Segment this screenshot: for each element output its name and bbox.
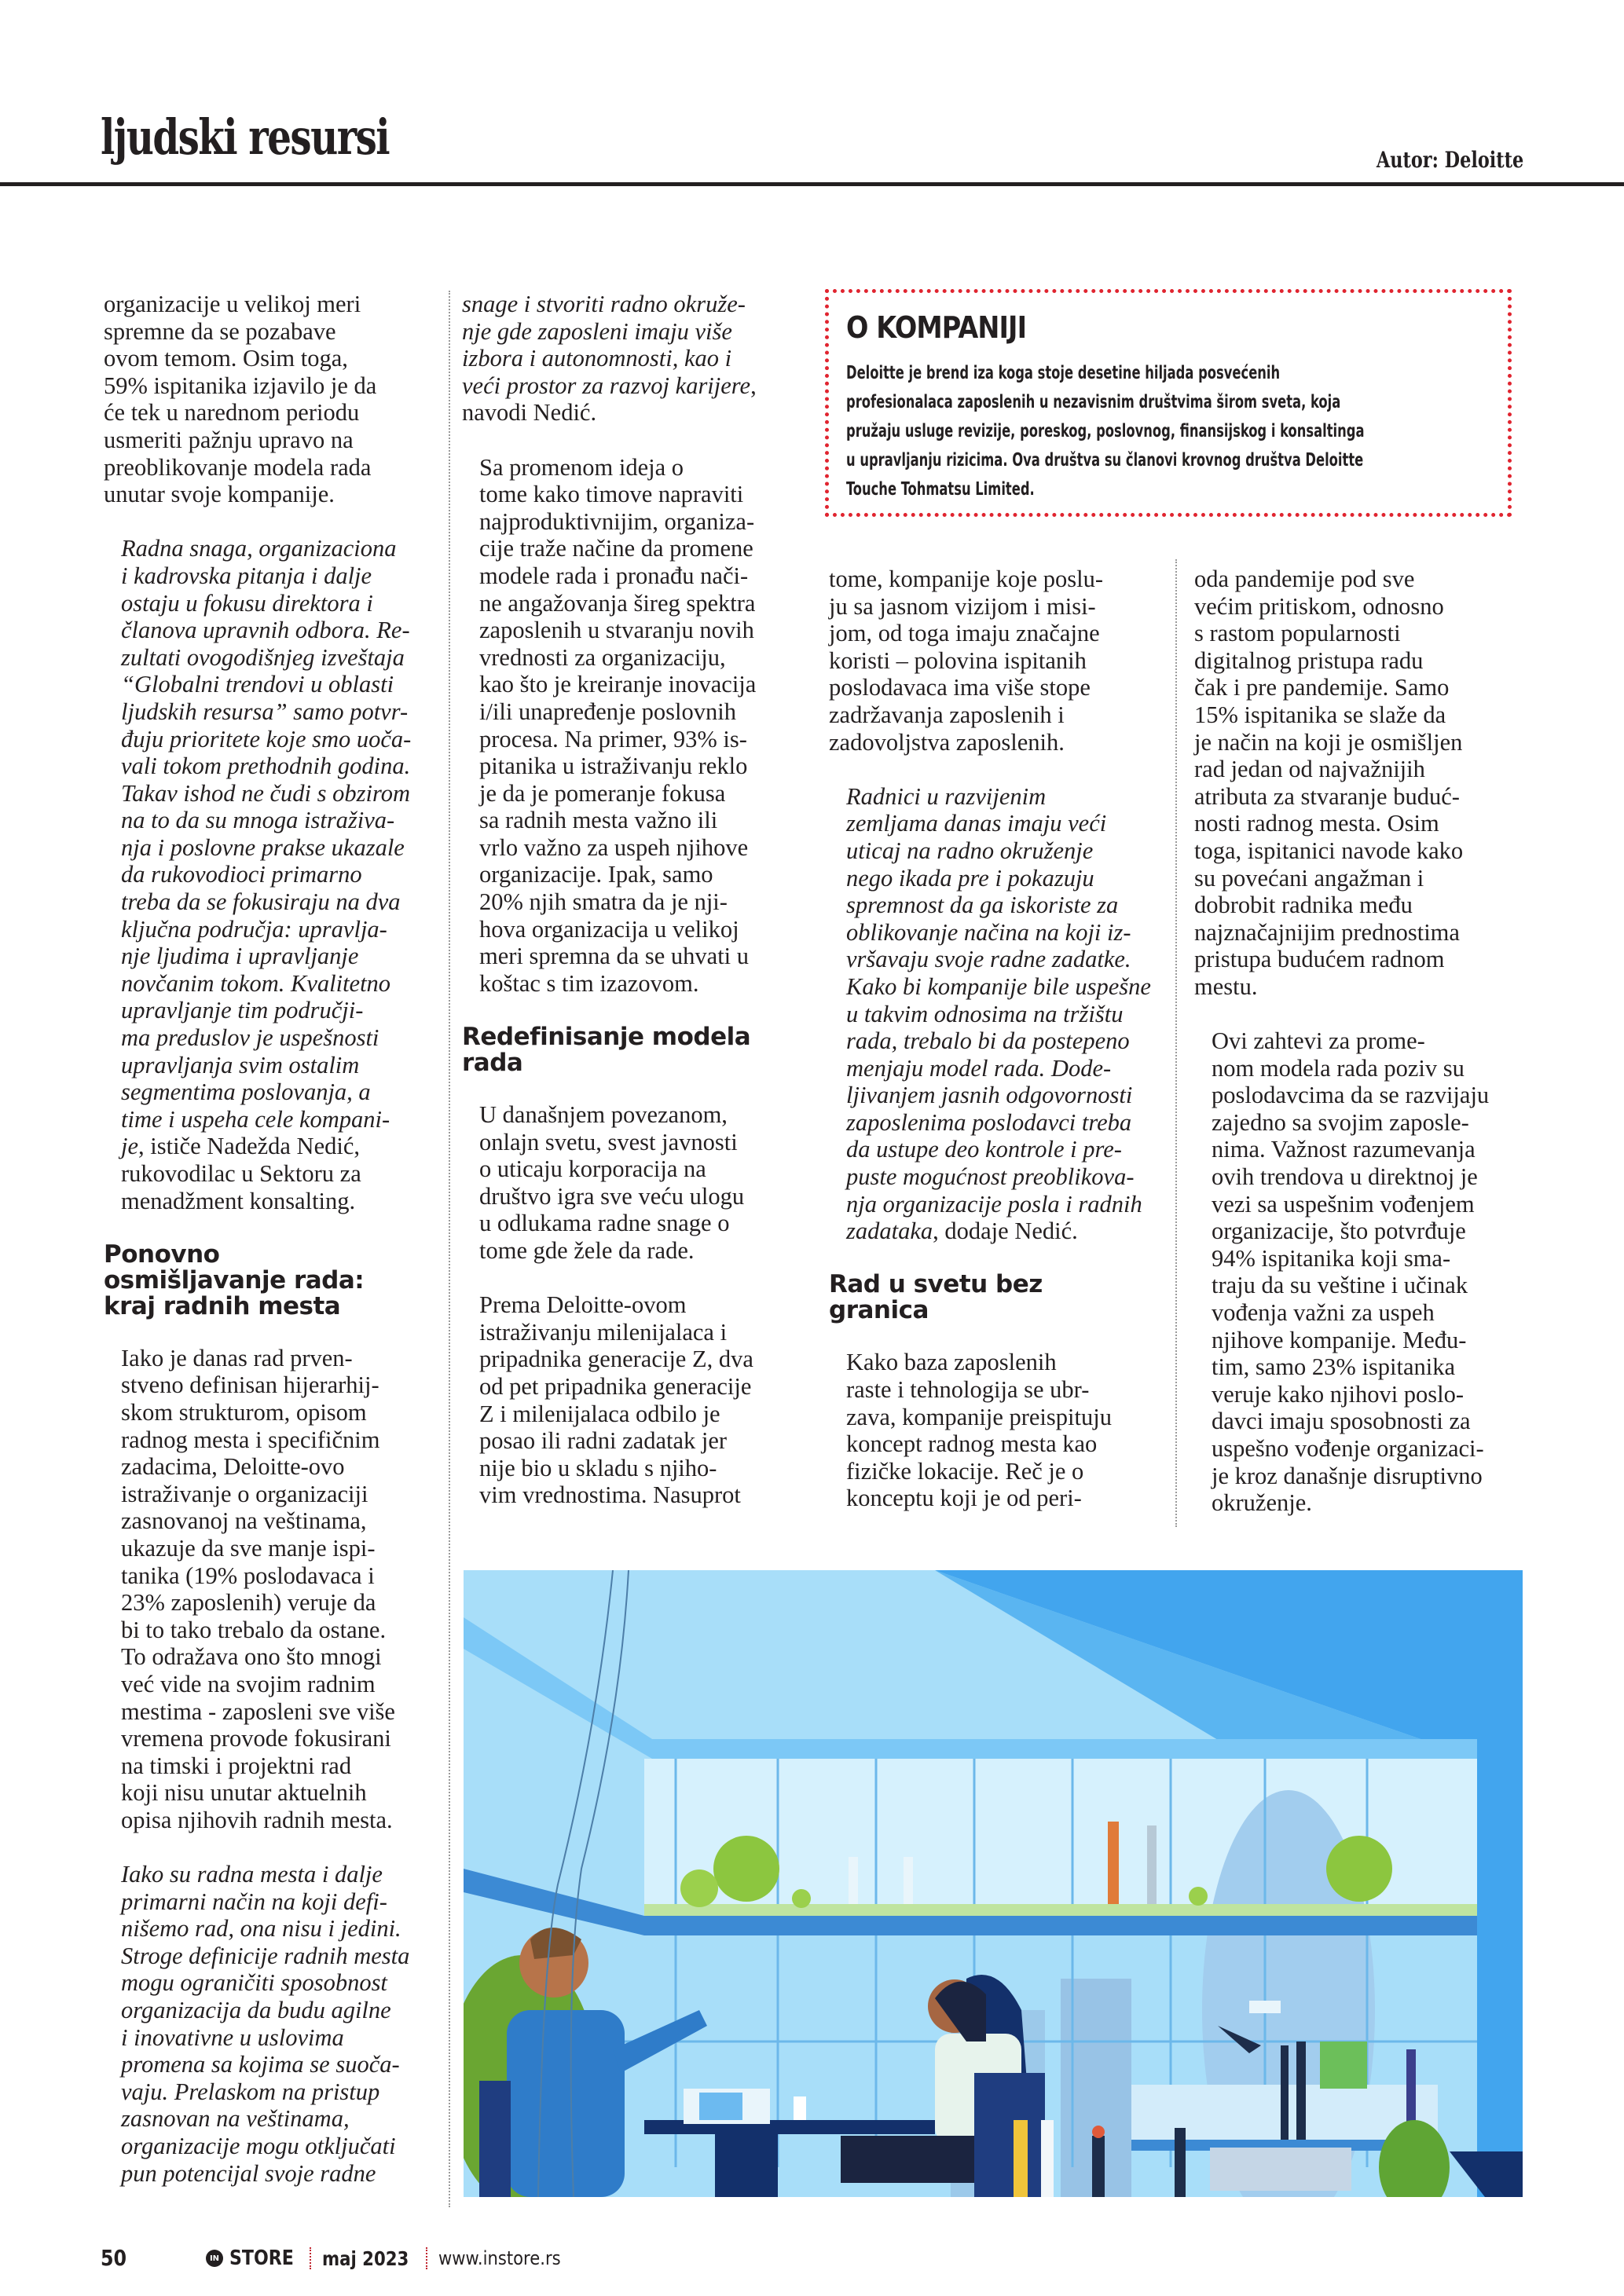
text-line: time i uspeha cele kompani- [121, 1105, 390, 1133]
text-line: onlajn svetu, svest javnosti [479, 1128, 738, 1155]
text-line: vršavaju svoje radne zadatke. [846, 946, 1131, 973]
text-line: upravljanja svim ostalim [121, 1051, 360, 1078]
text-line: je način na koji je osmišljen [1194, 728, 1463, 756]
text-line: digitalnog pristupa radu [1194, 646, 1424, 674]
text-line: 20% njih smatra da je nji- [479, 888, 728, 916]
attribution-text: , dodaje Nedić. [933, 1218, 1078, 1245]
text-line: preoblikovanje modela rada [104, 453, 372, 481]
text-line: segmentima poslovanja, a [121, 1078, 371, 1106]
text-line: da ustupe deo kontrole i pre- [846, 1136, 1122, 1163]
subheading-borderless-work [829, 1272, 1159, 1324]
text-line: koji nisu unutar aktuelnih [121, 1779, 367, 1807]
text-line: Iako je danas rad prven- [121, 1344, 353, 1371]
text-line: primarni način na koji defi- [121, 1888, 387, 1915]
text-line: 94% ispitanika koji sma- [1212, 1244, 1451, 1272]
paragraph [104, 1345, 434, 1834]
text-line: nom modela rada poziv su [1212, 1054, 1465, 1082]
text-line: đuju prioritete koje smo uoča- [121, 725, 412, 753]
text-line: kao što je kreiranje inovacija [479, 671, 757, 698]
text-line: spremnost da ga iskoriste za [846, 892, 1119, 919]
text-line: “Globalni trendovi u oblasti [121, 671, 394, 698]
text-line: zava, kompanije preispituju [846, 1403, 1112, 1430]
text-line: ukazuje da sve manje ispi- [121, 1534, 376, 1562]
text-line: društvo igra sve veću ulogu [479, 1182, 745, 1210]
text-line: je kroz današnje disruptivno [1212, 1462, 1483, 1489]
text-line: zemljama danas imaju veći [846, 810, 1107, 837]
paragraph [462, 454, 800, 998]
text-line: jom, od toga imaju značajne [829, 620, 1100, 647]
text-line: i/ili unapređenje poslovnih [479, 698, 736, 725]
text-line: ostaju u fokusu direktora i [121, 589, 373, 617]
publication-info [206, 2245, 577, 2272]
text-line: raste i tehnologija se ubr- [846, 1376, 1090, 1404]
column-divider [449, 291, 450, 2207]
text-line: i kadrovska pitanja i dalje [121, 562, 372, 589]
text-line: mestu. [1194, 972, 1258, 1000]
text-line: Deloitte je brend iza koga stoje desetine hiljada posvećenih [846, 363, 1281, 383]
attribution-text: , ističe Nadežda Nedić, [138, 1133, 361, 1160]
punctuation: , [750, 372, 757, 399]
text-line: zadržavanja zaposlenih i [829, 701, 1065, 728]
text-line: nima. Važnost razumevanja [1212, 1136, 1476, 1163]
text-line: vrlo važno za uspeh njihove [479, 833, 749, 861]
text-line: koštac s tim izazovom. [479, 969, 699, 997]
text-line: pun potencijal svoje radne [121, 2159, 376, 2187]
text-line: zadovoljstva zaposlenih. [829, 728, 1065, 756]
about-company-title: O KOMPANIJI [846, 310, 1027, 345]
text-line: organizacije mogu otključati [121, 2133, 396, 2159]
text-line: izbora i autonomnosti, kao i [462, 345, 732, 372]
text-line: da rukovodioci primarno [121, 861, 362, 888]
text-line: sa radnih mesta važno ili [479, 807, 718, 834]
text-line: Ponovno [104, 1240, 220, 1269]
text-line: zaposlenima poslodavci treba [846, 1108, 1132, 1136]
text-line: tim, samo 23% ispitanika [1212, 1353, 1456, 1381]
text-line: 59% ispitanika izjavilo je da [104, 372, 377, 399]
text-line: Kako bi kompanije bile uspešne [846, 972, 1151, 1000]
text-line: ovom temom. Osim toga, [104, 345, 348, 372]
text-line: kraj radnih mesta [104, 1291, 341, 1320]
text-line: modele rada i pronađu nači- [479, 562, 749, 589]
text-line: poslodavaca ima više stope [829, 674, 1091, 701]
text-line: vezi sa uspešnim vođenjem [1212, 1190, 1475, 1218]
text-line: mogu ograničiti sposobnost [121, 1969, 387, 1997]
text-line: To odražava ono što mnogi [121, 1643, 382, 1671]
issue-date: maj 2023 [322, 2247, 409, 2270]
text-line: o uticaju korporacija na [479, 1155, 706, 1183]
text-line: ovih trendova u direktnoj je [1212, 1163, 1478, 1191]
text-line: upravljanje tim područji- [121, 997, 364, 1024]
office-illustration [464, 1570, 1523, 2197]
text-line: fizičke lokacije. Reč je o [846, 1457, 1084, 1485]
office-scene-image [464, 1570, 1523, 2197]
text-line: najznačajnijim prednostima [1194, 918, 1460, 946]
text-line: toga, ispitanici navode kako [1194, 837, 1464, 864]
text-line: istraživanju milenijalaca i [479, 1318, 728, 1346]
paragraph [104, 291, 434, 508]
text-line: atributa za stvaranje buduć- [1194, 782, 1460, 810]
text-line: vaju. Prelaskom na pristup [121, 2078, 380, 2105]
text-line: posao ili radni zadatak jer [479, 1427, 728, 1455]
text-line: 23% zaposlenih) veruje da [121, 1589, 376, 1617]
paragraph [829, 1349, 1159, 1512]
text-line: najproduktivnijim, organiza- [479, 507, 755, 535]
page-footer [0, 2245, 1624, 2276]
text-line: rukovodilac u Sektoru za [121, 1160, 361, 1187]
text-line: snage i stvoriti radno okruže- [462, 291, 746, 317]
text-line: nje ljudima i upravljanje [121, 943, 359, 970]
text-line: menadžment konsalting. [121, 1187, 356, 1214]
text-line: većim pritiskom, odnosno [1194, 592, 1444, 620]
text-line: granica [829, 1296, 929, 1325]
text-line: ma preduslov je uspešnosti [121, 1024, 379, 1052]
text-line: Sa promenom ideja o [479, 453, 684, 481]
text-line: čak i pre pandemije. Samo [1194, 674, 1450, 701]
text-line: ne angažovanja šireg spektra [479, 589, 756, 617]
text-line: okruženje. [1212, 1489, 1312, 1517]
text-line: organizacija da budu agilne [121, 1997, 391, 2024]
text-line: Radnici u razvijenim [846, 782, 1047, 810]
text-line: Takav ishod ne čudi s obzirom [121, 779, 410, 807]
text-line: stveno definisan hijerarhij- [121, 1371, 379, 1399]
text-line: pripadnika generacije Z, dva [479, 1346, 753, 1373]
text-line: konceptu koji je od peri- [846, 1485, 1082, 1512]
text-line: zaposlenih u stvaranju novih [479, 617, 754, 644]
text-line: procesa. Na primer, 93% is- [479, 725, 747, 753]
text-line: koncept radnog mesta kao [846, 1430, 1098, 1458]
article-column-2 [462, 291, 800, 1509]
quote-text: je [121, 1133, 139, 1160]
page-number: 50 [101, 2245, 127, 2271]
text-line: puste mogućnost preoblikova- [846, 1163, 1135, 1191]
text-line: na to da su mnoga istraživa- [121, 807, 395, 834]
text-line: vremena provode fokusirani [121, 1725, 391, 1752]
text-line: pitanika u istraživanju reklo [479, 753, 748, 780]
text-line: opisa njihovih radnih mesta. [121, 1806, 393, 1833]
subheading-redefining-work-model [462, 1024, 800, 1076]
text-line: zasnovanoj na veštinama, [121, 1507, 367, 1535]
text-line: već vide na svojim radnim [121, 1670, 376, 1697]
subheading-rethinking-work [104, 1242, 434, 1320]
section-title: ljudski resursi [101, 108, 390, 166]
article-column-3 [829, 566, 1159, 1512]
text-line: Ovi zahtevi za prome- [1212, 1027, 1425, 1055]
text-line: rad jedan od najvažnijih [1194, 756, 1425, 783]
quote-paragraph [829, 783, 1159, 1245]
text-line: menjaju model rada. Dode- [846, 1054, 1112, 1082]
text-line: rada, trebalo bi da postepeno [846, 1027, 1130, 1055]
text-line: ju sa jasnom vizijom i misi- [829, 592, 1096, 620]
text-line: 15% ispitanika se slaže da [1194, 701, 1446, 728]
footer-separator [310, 2247, 311, 2269]
text-line: Z i milenijalaca odbilo je [479, 1400, 720, 1427]
text-line: veruje kako njihovi poslo- [1212, 1380, 1465, 1408]
text-line: vali tokom prethodnih godina. [121, 753, 411, 780]
quote-paragraph [462, 291, 800, 427]
text-line: pružaju usluge revizije, poreskog, poslovnog, finansijskog i konsaltinga [846, 421, 1365, 441]
header-rule [0, 182, 1624, 186]
text-line: profesionalaca zaposlenih u nezavisnim društvima širom sveta, koja [846, 392, 1341, 412]
text-line: oblikovanje načina na koji iz- [846, 918, 1131, 946]
text-line: usmeriti pažnju upravo na [104, 426, 354, 453]
footer-separator [426, 2247, 427, 2269]
text-line: ljudskih resursa” samo potvr- [121, 698, 409, 725]
text-line: na timski i projektni rad [121, 1752, 352, 1779]
text-line: Rad u svetu bez [829, 1270, 1043, 1299]
text-line: osmišljavanje rada: [104, 1265, 365, 1294]
text-line: Stroge definicije radnih mesta [121, 1942, 410, 1969]
article-column-1 [104, 291, 434, 2187]
text-line: vim vrednostima. Nasuprot [479, 1481, 741, 1509]
text-line: cije traže načine da promene [479, 535, 753, 562]
paragraph [1194, 566, 1532, 1001]
text-line: s rastom popularnosti [1194, 620, 1401, 647]
text-line: Radna snaga, organizaciona [121, 535, 397, 562]
text-line: nije bio u skladu s njiho- [479, 1454, 717, 1481]
text-line: uticaj na radno okruženje [846, 837, 1094, 864]
text-line: tome kako timove napraviti [479, 481, 744, 508]
text-line: će tek u narednom periodu [104, 399, 360, 427]
text-line: tanika (19% poslodavaca i [121, 1562, 375, 1589]
text-line: Redefinisanje modela [462, 1023, 751, 1052]
text-line: u takvim odnosima na tržištu [846, 1000, 1124, 1027]
text-line: bi to tako trebalo da ostane. [121, 1616, 387, 1643]
text-line: dobrobit radnika među [1194, 892, 1413, 919]
text-line: nje gde zaposleni imaju više [462, 317, 732, 345]
text-line: spremne da se pozabave [104, 317, 336, 345]
about-company-text [846, 359, 1508, 504]
text-line: ljivanjem jasnih odgovornosti [846, 1082, 1133, 1109]
text-line: oda pandemije pod sve [1194, 566, 1415, 592]
text-line: nosti radnog mesta. Osim [1194, 810, 1439, 837]
text-line: njihove kompanije. Među- [1212, 1326, 1467, 1353]
text-line: meri spremna da se uhvati u [479, 943, 750, 970]
text-line: koristi – polovina ispitanih [829, 646, 1087, 674]
text-line: pristupa budućem radnom [1194, 946, 1445, 973]
text-line: zadacima, Deloitte-ovo [121, 1453, 345, 1481]
text-line: su povećani angažman i [1194, 864, 1424, 892]
text-line: vrednosti za organizaciju, [479, 643, 726, 671]
text-line: u upravljanju rizicima. Ova društva su članovi krovnog društva Deloitte [846, 450, 1364, 471]
website-link[interactable]: www.instore.rs [438, 2247, 561, 2269]
text-line: u odlukama radne snage o [479, 1210, 730, 1237]
text-line: hova organizacija u velikoj [479, 915, 739, 943]
quote-paragraph [104, 535, 434, 1214]
paragraph [462, 1101, 800, 1265]
text-line: organizacije. Ipak, samo [479, 861, 713, 888]
text-line: Touche Tohmatsu Limited. [846, 479, 1035, 500]
text-line: Prema Deloitte-ovom [479, 1291, 687, 1319]
quote-text: veći prostor za razvoj karijere [462, 372, 751, 399]
text-line: davci imaju sposobnosti za [1212, 1408, 1471, 1435]
text-line: Iako su radna mesta i dalje [121, 1861, 383, 1888]
text-line: uspešno vođenje organizaci- [1212, 1435, 1484, 1462]
text-line: novčanim tokom. Kvalitetno [121, 969, 391, 997]
article-column-4 [1194, 566, 1532, 1517]
text-line: rada [462, 1049, 523, 1078]
text-line: mestima - zaposleni sve više [121, 1697, 395, 1725]
author-byline: Autor: Deloitte [1376, 147, 1523, 173]
text-line: traju da su veštine i učinak [1212, 1272, 1468, 1299]
text-line: nja i poslovne prakse ukazale [121, 833, 405, 861]
paragraph [462, 1291, 800, 1509]
text-line: i inovativne u uslovima [121, 2023, 344, 2051]
text-line: U današnjem povezanom, [479, 1101, 728, 1129]
text-line: nja organizacije posla i radnih [846, 1190, 1142, 1218]
paragraph [829, 566, 1159, 756]
text-line: nego ikada pre i pokazuju [846, 864, 1094, 892]
text-line: ključna područja: upravlja- [121, 915, 387, 943]
about-company-box [825, 289, 1512, 517]
text-line: istraživanje o organizaciji [121, 1480, 368, 1507]
text-line: organizacije, što potvrđuje [1212, 1218, 1466, 1245]
text-line: nišemo rad, ona nisu i jedini. [121, 1915, 401, 1943]
text-line: tome, kompanije koje poslu- [829, 566, 1103, 592]
text-line: Kako baza zaposlenih [846, 1349, 1057, 1376]
text-line: zasnovan na veštinama, [121, 2105, 350, 2133]
text-line: unutar svoje kompanije. [104, 481, 335, 508]
text-line: od pet pripadnika generacije [479, 1372, 752, 1400]
text-line: članova upravnih odbora. Re- [121, 617, 410, 644]
attribution-text: navodi Nedić. [462, 399, 597, 427]
text-line: promena sa kojima se suoča- [121, 2051, 400, 2078]
text-line: je da je pomeranje fokusa [479, 779, 726, 807]
text-line: radnog mesta i specifičnim [121, 1426, 380, 1453]
text-line: zultati ovogodišnjeg izveštaja [121, 643, 405, 671]
quote-text: zadataka [846, 1218, 933, 1245]
text-line: vođenja važni za uspeh [1212, 1299, 1435, 1327]
column-divider [1175, 559, 1177, 1527]
text-line: tome gde žele da rade. [479, 1237, 695, 1264]
text-line: treba da se fokusiraju na dva [121, 888, 401, 916]
paragraph [1194, 1027, 1532, 1517]
instore-logo-icon: IN [206, 2250, 223, 2267]
text-line: skom strukturom, opisom [121, 1398, 367, 1426]
text-line: poslodavcima da se razvijaju [1212, 1082, 1490, 1109]
text-line: zajedno sa svojim zaposle- [1212, 1108, 1469, 1136]
text-line: organizacije u velikoj meri [104, 291, 361, 317]
magazine-brand: STORE [229, 2247, 294, 2270]
quote-paragraph [104, 1861, 434, 2187]
